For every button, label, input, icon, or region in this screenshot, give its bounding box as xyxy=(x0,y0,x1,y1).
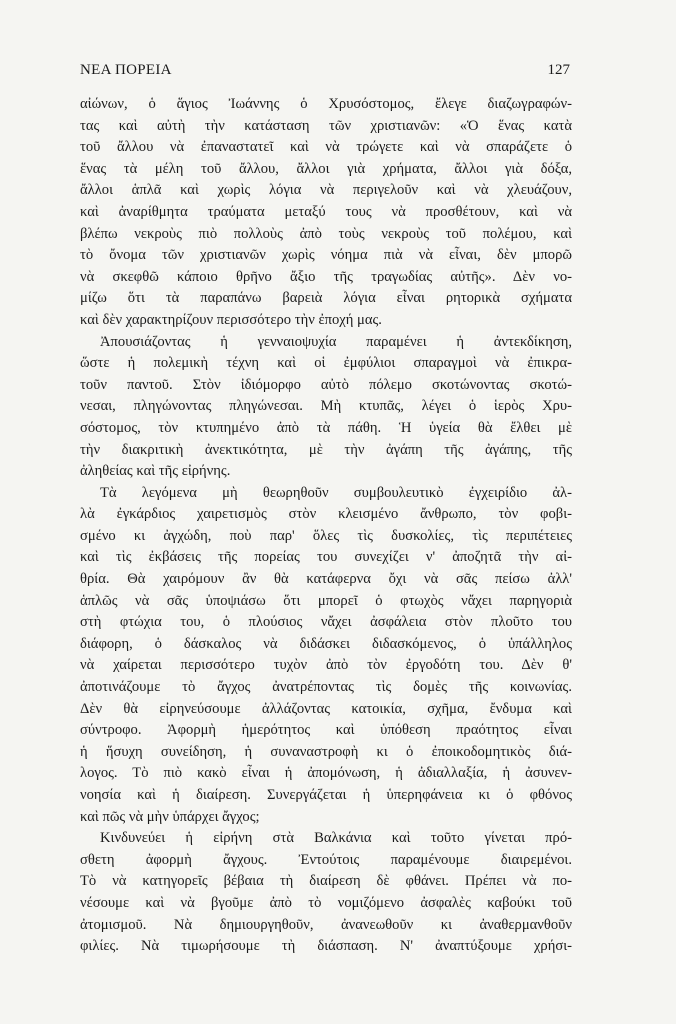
text-line: καὶ ἀναρίθμητα τραύματα μεταξύ τους νὰ προσθέτουν, καὶ νὰ xyxy=(80,203,572,220)
text-line: καὶ τὶς ἐκβάσεις τῆς πορείας του συνεχίζει ν' ἀποζητᾶ τὴν αἰ- xyxy=(80,549,572,566)
text-line: Τὰ λεγόμενα μὴ θεωρηθοῦν συμβουλευτικὸ ἐγχειρίδιο ἀλ- xyxy=(100,484,572,501)
text-line: Δὲν θὰ εἰρηνεύσουμε ἀλλάζοντας κατοικία, σχῆμα, ἔνδυμα καὶ xyxy=(80,700,572,717)
body-text xyxy=(80,94,572,958)
text-line: ἀτομισμοῦ. Νὰ δημιουργηθοῦν, ἀνανεωθοῦν κι ἀναθερμανθοῦν xyxy=(80,916,572,933)
text-line: σόστομος, τὸν κτυπημένο ἀπὸ τὰ πάθη. Ἡ ὑγεία θὰ ἔλθει μὲ xyxy=(80,419,572,436)
text-line: σύντροφο. Ἀφορμὴ ἡμερότητος καὶ ὑπόθεση πραότητος εἶναι xyxy=(80,722,572,739)
text-line: τὴν διακριτικὴ ἀνεκτικότητα, μὲ τὴν ἀγάπη τῆς ἀγάπης, τῆς xyxy=(80,441,572,458)
text-line: θρία. Θὰ χαιρόμουν ἂν θὰ κατάφερνα ὄχι νὰ σᾶς πείσω ἀλλ' xyxy=(80,571,572,588)
text-line: νοησία καὶ ἡ διαίρεση. Συνεργάζεται ἡ ὑπερηφάνεια κι ὁ φθόνος xyxy=(80,787,572,803)
text-line: τοῦ ἄλλου νὰ ἐπαναστατεῖ καὶ νὰ τρώγετε καὶ νὰ σπαράζετε ὁ xyxy=(80,139,572,156)
running-header xyxy=(80,62,570,84)
text-line: ἁπλῶς νὰ σᾶς ὑποψιάσω ὅτι μπορεῖ ὁ φτωχὸς νἄχει παρηγοριὰ xyxy=(80,592,572,609)
text-line: ἀποτινάζουμε τὸ ἄγχος ἀνατρέποντας τὶς δομὲς τῆς κοινωνίας. xyxy=(80,679,572,696)
text-line: σθετη ἀφορμὴ ἄγχους. Ἐντούτοις παραμένουμε διαιρεμένοι. xyxy=(80,851,572,868)
text-line: τὸ ὄνομα τῶν χριστιανῶν χωρὶς νόημα πιὰ νὰ εἶναι, δὲν μπορῶ xyxy=(80,247,572,264)
text-line: λὰ ἐγκάρδιος χαιρετισμὸς στὸν κλεισμένο ἄνθρωπο, τὸν φοβι- xyxy=(80,506,572,523)
text-line: Ἀπουσιάζοντας ἡ γενναιοψυχία παραμένει ἡ ἀντεκδίκηση, xyxy=(100,333,572,350)
text-line: μίζω ὅτι τὰ παραπάνω βαρειὰ λόγια εἶναι ρητορικὰ σχήματα xyxy=(80,290,572,307)
text-line: ἄλλοι ἁπλᾶ καὶ χωρὶς λόγια νὰ περιγελοῦν καὶ νὰ χλευάζουν, xyxy=(80,182,572,199)
text-line: Κινδυνεύει ἡ εἰρήνη στὰ Βαλκάνια καὶ τοῦτο γίνεται πρό- xyxy=(100,830,572,847)
text-line: καὶ πῶς νὰ μὴν ὑπάρχει ἄγχος; xyxy=(80,808,260,825)
text-line: βλέπω νεκροὺς πιὸ πολλοὺς ἀπὸ τοὺς νεκροὺς τοῦ πολέμου, καὶ xyxy=(80,225,572,242)
text-line: νὰ σκεφθῶ κάποιο θρῆνο ἄξιο τῆς τραγωδίας αὐτῆς». Δὲν νο- xyxy=(80,268,572,285)
text-line: νὰ χαίρεται περισσότερο τυχὸν ἀπὸ τὸν ἐργοδότη του. Δὲν θ' xyxy=(80,657,572,674)
text-line: τοῦν παντοῦ. Στὸν ἰδιόμορφο αὐτὸ πόλεμο σκοτώνοντας σκοτώ- xyxy=(80,376,572,393)
text-line: ἀληθείας καὶ τῆς εἰρήνης. xyxy=(80,463,231,480)
text-line: αἰώνων, ὁ ἅγιος Ἰωάννης ὁ Χρυσόστομος, ἔλεγε διαζωγραφών- xyxy=(80,96,572,112)
text-line: διάφορη, ὁ δάσκαλος νὰ διδάσκει διδασκόμενος, ὁ ὑπάλληλος xyxy=(80,635,572,652)
text-line: καὶ δὲν χαρακτηρίζουν περισσότερο τὴν ἐποχή μας. xyxy=(80,311,382,328)
text-line: στὴ φτώχια του, ὁ πλούσιος νἄχει ἀσφάλεια στὸν πλοῦτο του xyxy=(80,614,572,631)
text-line: νέσουμε καὶ νὰ βγοῦμε ἀπὸ τὸ νομιζόμενο ἀσφαλὲς καβούκι τοῦ xyxy=(80,894,572,911)
text-line: σμένο κι ἀγχώδη, ποὺ παρ' ὅλες τὶς δυσκολίες, τὶς περιπέτειες xyxy=(80,527,572,544)
text-line: Τὸ νὰ κατηγορεῖς βέβαια τὴ διαίρεση δὲ φθάνει. Πρέπει νὰ πο- xyxy=(80,873,572,890)
page-number: 127 xyxy=(547,62,570,78)
text-line: ἕνας τὰ μέλη τοῦ ἄλλου, ἄλλοι γιὰ χρήματα, ἄλλοι γιὰ δόξα, xyxy=(80,160,572,177)
text-line: φιλίες. Νὰ τιμωρήσουμε τὴ διάσπαση. Ν' ἀναπτύξουμε χρήσι- xyxy=(80,938,572,955)
text-line: ὥστε ἡ πολεμικὴ τέχνη καὶ οἱ ἐμφύλιοι σπαραγμοὶ νὰ ἐπικρα- xyxy=(80,355,572,372)
text-line: ἡ ἥσυχη συνείδηση, ἡ συναναστροφὴ κι ὁ ἐποικοδομητικὸς διά- xyxy=(80,743,572,760)
text-line: νεσαι, πληγώνοντας πληγώνεσαι. Μὴ κτυπᾶς, λέγει ὁ ἱερὸς Χρυ- xyxy=(80,398,572,415)
text-line: λογος. Τὸ πιὸ κακὸ εἶναι ἡ ἀπομόνωση, ἡ ἀδιαλλαξία, ἡ ἀσυνεν- xyxy=(80,765,572,782)
journal-title: ΝΕΑ ΠΟΡΕΙΑ xyxy=(80,62,172,78)
text-line: τας καὶ αὐτὴ τὴν κατάσταση τῶν χριστιανῶν: «Ὁ ἕνας κατὰ xyxy=(80,117,572,134)
